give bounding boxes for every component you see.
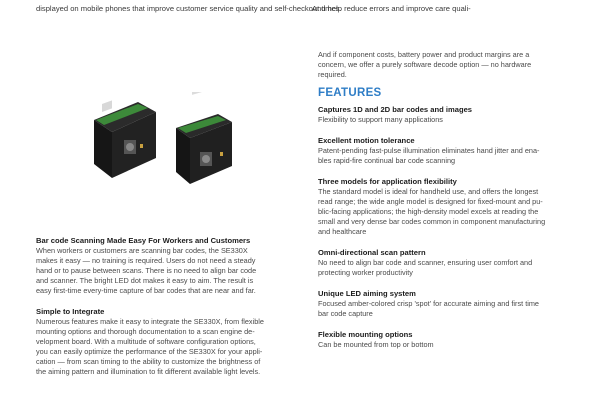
scan-engine-left-image: [94, 100, 156, 178]
feature-heading: Unique LED aiming system: [318, 289, 416, 298]
left-column: [36, 236, 286, 388]
feature-body: The standard model is ideal for handheld use, and offers the longest read range; the wide angle model is designed for fixed-mount and pu- blic-facing applications; the high-density model excels at reading the small and very dense bar codes common in component manufacturing and healthcare: [318, 187, 546, 236]
feature-heading: Captures 1D and 2D bar codes and images: [318, 105, 473, 114]
feature-body: Patent-pending fast-pulse illumination eliminates hand jitter and ena- bles rapid-fire continual bar code scanning: [318, 146, 540, 165]
section-scanning-made-easy: [36, 236, 286, 296]
top-left-line: displayed on mobile phones that improve customer service quality and self-checkout times.: [36, 4, 342, 13]
top-right-line-2: And help reduce errors and improve care quali-: [312, 4, 471, 13]
features-title: FEATURES: [318, 87, 382, 99]
feature-heading: Excellent motion tolerance: [318, 136, 415, 145]
section-heading: Bar code Scanning Made Easy For Workers and Customers: [36, 236, 251, 245]
feature-item: [318, 136, 580, 166]
intro-paragraph: And if component costs, battery power and product margins are a concern, we offer a purely software decode option — no hardware required.: [318, 50, 532, 79]
feature-heading: Three models for application flexibility: [318, 177, 457, 186]
feature-body: No need to align bar code and scanner, ensuring user comfort and protecting worker productivity: [318, 258, 533, 277]
feature-body: Flexibility to support many applications: [318, 115, 443, 124]
feature-item: [318, 289, 580, 319]
section-heading: Simple to Integrate: [36, 307, 105, 316]
section-simple-to-integrate: [36, 307, 286, 377]
feature-item: [318, 248, 580, 278]
right-column: [318, 50, 580, 361]
feature-heading: Flexible mounting options: [318, 330, 413, 339]
scan-engine-right-image: [176, 92, 232, 184]
scan-engine-product-photo: [80, 92, 240, 190]
feature-heading: Omni-directional scan pattern: [318, 248, 426, 257]
feature-body: Focused amber-colored crisp 'spot' for accurate aiming and first time bar code capture: [318, 299, 539, 318]
feature-item: [318, 105, 580, 125]
feature-item: [318, 177, 580, 237]
feature-body: Can be mounted from top or bottom: [318, 340, 434, 349]
section-body: When workers or customers are scanning bar codes, the SE330X makes it easy — no training is required. Users do not need a steady hand or to pause between scans. There is no need to align bar code and scanner. The bright LED dot makes it easy to aim. The result is easy first-time every-time capture of bar codes that are near and far.: [36, 246, 257, 295]
feature-item: [318, 330, 580, 350]
section-body: Numerous features make it easy to integrate the SE330X, from flexible mounting options and thorough documentation to a scan engine de- velopment board. With a multitude of software configuration options, you can easily optimize the performance of the SE330X for your appli- cation — from scan timing to the ability to customize the brightness of the aiming pattern and illumination to fit different available light levels.: [36, 317, 264, 376]
